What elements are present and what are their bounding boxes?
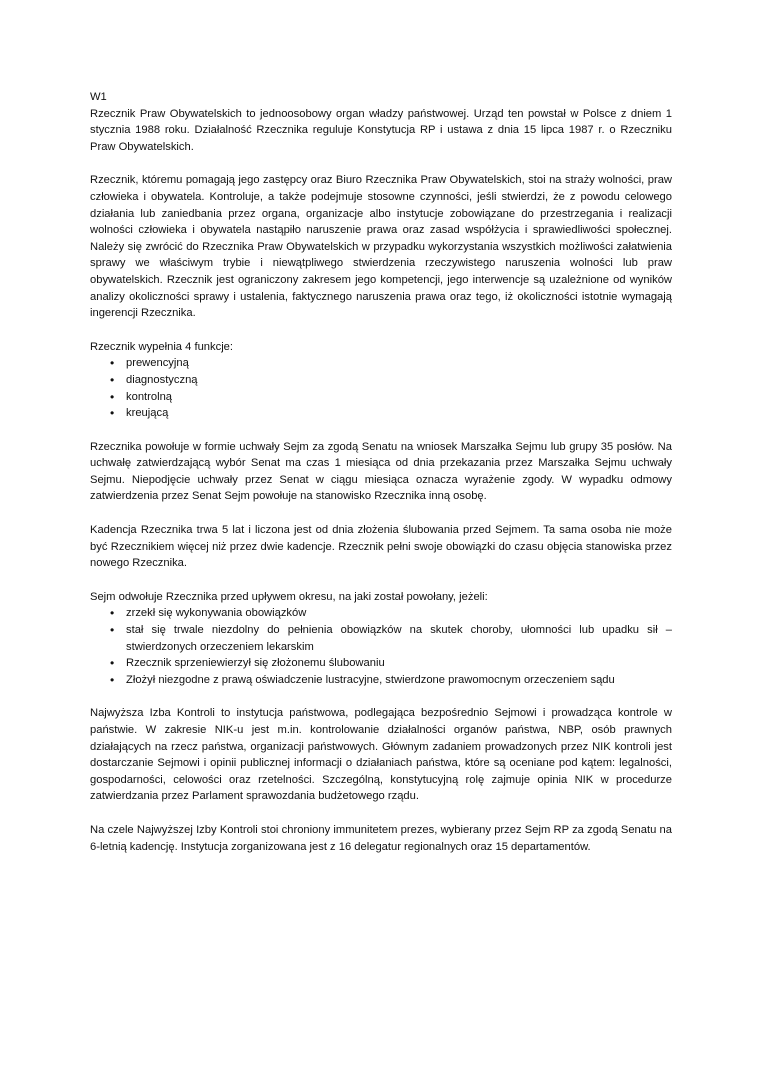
list-item: • kontrolną	[90, 389, 672, 406]
dismissal-intro: Sejm odwołuje Rzecznika przed upływem okresu, na jaki został powołany, jeżeli:	[90, 590, 488, 603]
list-item: • Złożył niezgodne z prawą oświadczenie lustracyjne, stwierdzone prawomocnym orzeczeniem sądu	[90, 672, 672, 689]
list-item: • kreującą	[90, 405, 672, 422]
functions-list	[90, 355, 672, 421]
functions-intro: Rzecznik wypełnia 4 funkcje:	[90, 340, 234, 353]
paragraph-role: Rzecznik, któremu pomagają jego zastępcy oraz Biuro Rzecznika Praw Obywatelskich, stoi na straży wolności, praw człowieka i obywatela. Kontroluje, a także podejmuje stosowne czynności, jeśli stwierdzi, że z powodu celowego działania lub zaniedbania przez organa, organizacje albo instytucje zobowiązane do przestrzegania i realizacji wolności człowieka i obywatela nastąpiło naruszenie prawa oraz zasad współżycia i sprawiedliwości społecznej. Należy się zwrócić do Rzecznika Praw Obywatelskich w przypadku wykorzystania wszystkich możliwości załatwienia sprawy we właściwym trybie i niewątpliwego stwierdzenia rzeczywistego naruszenia wolności lub praw obywatelskich. Rzecznik jest ograniczony zakresem jego kompetencji, jego interwencje są uzależnione od wyników analizy okoliczności sprawy i ustalenia, faktycznego naruszenia prawa oraz tego, iż okoliczności istotnie wymagają ingerencji Rzecznika.	[90, 174, 672, 320]
paragraph-term: Kadencja Rzecznika trwa 5 lat i liczona jest od dnia złożenia ślubowania przed Sejmem. Ta sama osoba nie może być Rzecznikiem więcej niż przez dwie kadencje. Rzecznik pełni swoje obowiązki do czasu objęcia stanowiska przez nowego Rzecznika.	[90, 524, 672, 570]
paragraph-intro: Rzecznik Praw Obywatelskich to jednoosobowy organ władzy państwowej. Urząd ten powstał w Polsce z dniem 1 stycznia 1988 roku. Działalność Rzecznika reguluje Konstytucja RP i ustawa z dnia 15 lipca 1987 r. o Rzeczniku Praw Obywatelskich.	[90, 107, 672, 153]
document-page	[90, 89, 672, 855]
list-item: • prewencyjną	[90, 355, 672, 372]
list-item: • stał się trwale niezdolny do pełnienia obowiązków na skutek choroby, ułomności lub upadku sił – stwierdzonych orzeczeniem lekarskim	[90, 622, 672, 655]
paragraph-nik: Najwyższa Izba Kontroli to instytucja państwowa, podlegająca bezpośrednio Sejmowi i prowadząca kontrole w państwie. W zakresie NIK-u jest m.in. kontrolowanie działalności organów państwa, NBP, osób prawnych działających na rzecz państwa, organizacji państwowych. Głównym zadaniem prowadzonych przez NIK kontroli jest dostarczanie Sejmowi i opinii publicznej informacji o działaniach państwa, które są oceniane pod kątem: legalności, gospodarności, celowości oraz rzetelności. Szczególną, konstytucyjną rolę zajmuje opinia NIK w procedurze zatwierdzania przez Parlament sprawozdania budżetowego rządu.	[90, 707, 672, 803]
list-item: • zrzekł się wykonywania obowiązków	[90, 605, 672, 622]
list-item: • diagnostyczną	[90, 372, 672, 389]
dismissal-list	[90, 605, 672, 688]
paragraph-nik-head: Na czele Najwyższej Izby Kontroli stoi chroniony immunitetem prezes, wybierany przez Sejm RP za zgodą Senatu na 6-letnią kadencję. Instytucja zorganizowana jest z 16 delegatur regionalnych oraz 15 departamentów.	[90, 823, 672, 853]
page-heading: W1	[90, 91, 107, 103]
paragraph-appointment: Rzecznika powołuje w formie uchwały Sejm za zgodą Senatu na wniosek Marszałka Sejmu lub grupy 35 posłów. Na uchwałę zatwierdzającą wybór Senat ma czas 1 miesiąca od dnia przekazania przez Marszałka Sejmu uchwały Sejmu. Niepodjęcie uchwały przez Senat w ciągu miesiąca oznacza wyrażenie zgody. W wypadku odmowy zatwierdzenia przez Senat Sejm powołuje na stanowisko Rzecznika inną osobę.	[90, 440, 672, 503]
list-item: • Rzecznik sprzeniewierzył się złożonemu ślubowaniu	[90, 655, 672, 672]
